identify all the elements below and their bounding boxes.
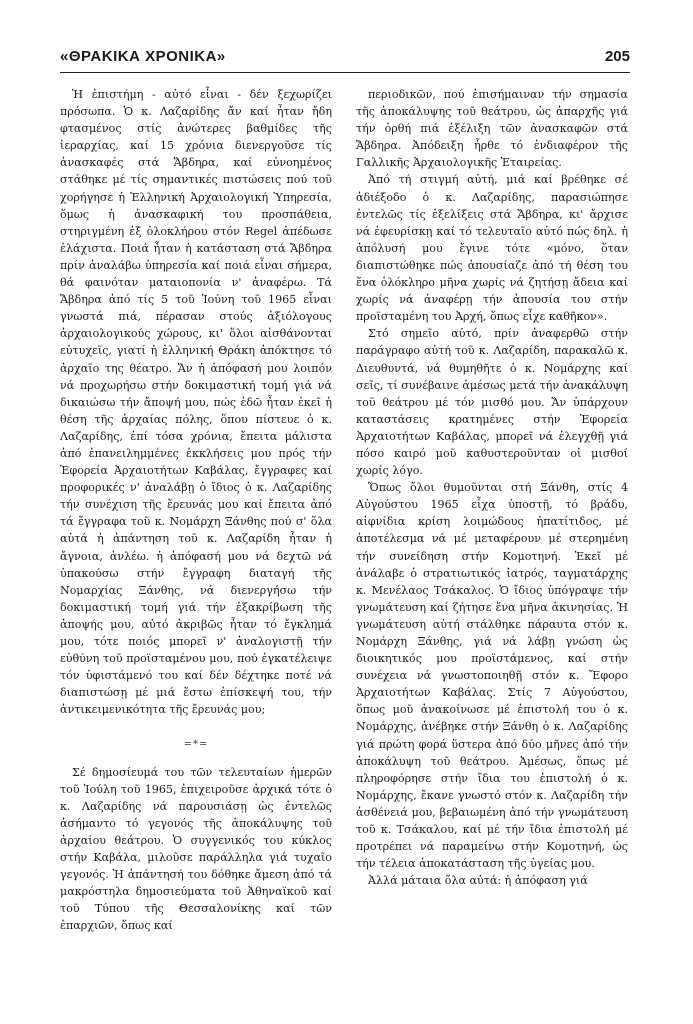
left-column <box>60 86 332 935</box>
paragraph: περιοδικῶν, πού ἐπισήμαιναν τήν σημασία τῆς ἀποκάλυψης τοῦ θεάτρου, ὡς ἀπαρχῆς γιά τήν ὀρθή πιά ἐξέλιξη τῶν ἀνασκαφῶν στά Ἄβδηρα. Ἀπόδειξη ἦρθε τό ἐνδιαφέρον τῆς Γαλλικῆς Ἀρχαιολογικῆς Ἑταιρείας. <box>356 88 628 170</box>
paragraph: Ἀπό τή στιγμή αὐτή, μιά καί βρέθηκε σέ ἀδιέξοδο ὁ κ. Λαζαρίδης, παρασιώπησε ἐντελῶς τίς ἐξελίξεις στά Ἄβδηρα, κι' ἄρχισε νά ἐφευρίσκῃ καί τό τελευταῖο αὐτό πώς δηλ. ἡ ἀπόλυσή μου ἔγινε τότε «μόνο, ὅταν διαπιστώθηκε πώς ἀπουσίαζε ἀπό τή θέση του ἕνα ὁλόκληρο μῆνα χωρίς νά ζητήσῃ ἄδεια καί χωρίς νά ἀναφέρῃ τήν ἀπουσία του στήν προϊσταμένη του Ἀρχή, ὅπως εἶχε καθῆκον». <box>356 173 628 324</box>
paragraph: Στό σημεῖο αὐτό, πρίν ἀναφερθῶ στήν παράγραφο αὐτή τοῦ κ. Λαζαρίδη, παρακαλῶ κ. Διευθυντά, νά θυμηθῆτε ὁ κ. Νομάρχης καί σεῖς, τί συνέβαινε ἀμέσως μετά τήν ἀνακάλυψη τοῦ θεάτρου μέ τόν μισθό μου. Ἄν ὑπάρχουν καταστάσεις κρατημένες στήν Ἐφορεία Ἀρχαιοτήτων Καβάλας, μπορεῖ νά ἐλεγχθῇ γιά πόσο καιρό μοῦ καθυστεροῦνταν οἱ μισθοί χωρίς λόγο. <box>356 327 628 478</box>
section-separator: =*= <box>183 739 209 751</box>
paragraph: Σέ δημοσίευμά του τῶν τελευταίων ἡμερῶν τοῦ Ἰούλη τοῦ 1965, ἐπιχειροῦσε ἀρχικά τότε ὁ κ. Λαζαρίδης νά παρουσιάσῃ ὡς ἐντελῶς ἀσήμαντο τό γεγονός τῆς ἀποκάλυψης τοῦ ἀρχαίου θεάτρου. Ὁ συγγενικός του κύκλος στήν Καβάλα, μιλοῦσε παράλληλα γιά τυχαῖο γεγονός. Ἡ ἀπάντησή του δόθηκε ἄμεση ἀπό τά μακρόστηλα δημοσιεύματα τοῦ Ἀθηναϊκοῦ καί τοῦ Τύπου τῆς Θεσσαλονίκης καί τῶν ἐπαρχιῶν, ὅπως καί <box>60 765 332 933</box>
paragraph: Ἀλλά μάταια ὅλα αὐτά: ἡ ἀπόφαση γιά <box>368 874 588 888</box>
paragraph: Ὅπως ὅλοι θυμοῦνται στή Ξάνθη, στίς 4 Αὐγούστου 1965 εἶχα ὑποστῇ, τό βράδυ, αἰφνίδια κρίση λοιμώδους ἡπατίτιδος, μέ ἀποτέλεσμα νά μέ μεταφέρουν μέ στερημένη τήν συνείδηση στήν Κομοτηνή. Ἐκεῖ μέ ἀνάλαβε ὁ στρατιωτικός ἰατρός, ταγματάρχης κ. Μενέλαος Τσάκαλος. Ὁ ἴδιος ὑπόγραψε τήν γνωμάτευση καί ζήτησε ἕνα μῆνα ἀκινησίας. Ἡ γνωμάτευση αὐτή στάλθηκε πάραυτα στόν κ. Νομάρχη Ξάνθης, γιά νά λάβῃ γνώση ὡς διοικητικός μου προϊστάμενος, καί στήν συνέχεια νά γνωστοποιηθῇ στόν κ. Ἔφορο Ἀρχαιοτήτων Καβάλας. Στίς 7 Αὐγούστου, ὅπως μοῦ ἀνακοίνωσε μέ ἐπιστολή του ὁ κ. Νομάρχης, ἀνέβηκε στήν Ξάνθη ὁ κ. Λαζαρίδης γιά πρώτη φορά ὕστερα ἀπό δύο μῆνες ἀπό τήν ἀποκάλυψη τοῦ θεάτρου. Ἀμέσως, ὅπως μέ πληροφόρησε στήν ἴδια του ἐπιστολή ὁ κ. Νομάρχης, ἔκανε γνωστό στόν κ. Λαζαρίδη τήν ἀσθένειά μου, βεβαιωμένη ἀπό τήν γνωμάτευση τοῦ κ. Τσάκαλου, καί μέ τήν ἴδια ἐπιστολή μέ προτρέπει νά παραμείνω στήν Κομοτηνή, ὡς τήν τέλεια ἀποκατάσταση τῆς ὑγείας μου. <box>356 481 628 871</box>
header-rule <box>60 72 630 73</box>
right-column <box>356 86 628 889</box>
page-number: 205 <box>604 48 630 65</box>
running-title: «ΘΡΑΚΙΚΑ ΧΡΟΝΙΚΑ» <box>60 48 226 65</box>
page-header <box>60 48 630 70</box>
paragraph: Ἡ ἐπιστήμη - αὐτό εἶναι - δέν ξεχωρίζει πρόσωπα. Ὁ κ. Λαζαρίδης ἄν καί ἦταν ἤδη φτασμένος στίς ἀνώτερες βαθμίδες τῆς ἱεραρχίας, καί 15 χρόνια διενεργοῦσε τίς ἀνασκαφές στά Ἄβδηρα, καί εὐνοημένος στάθηκε μέ τίς σημαντικές πιστώσεις πού τοῦ χορήγησε ἡ Ἑλληνική Ἀρχαιολογική Ὑπηρεσία, ὅμως ἡ ἀνασκαφική του προσπάθεια, στηριγμένη ἐξ ὁλοκλήρου στόν Regel ἀπέδωσε ἐλάχιστα. Ποιά ἦταν ἡ κατάσταση στά Ἄβδηρα πρίν ἀναλάβω ὑπηρεσία καί ποιά εἶναι σήμερα, θά φαινόταν ματαιοπονία ν' ἀναφέρω. Τά Ἄβδηρα ἀπό τίς 5 τοῦ Ἰούνη τοῦ 1965 εἶναι γνωστά πιά, πέρασαν στούς ἀξιόλογους ἀρχαιολογικούς χώρους, κι' ὅλοι αἰσθάνονται εὐτυχεῖς, γιατί ἡ ἑλληνική Θράκη ἀπόκτησε τό ἀρχαῖο της θέατρο. Ἄν ἡ ἀπόφασή μου λοιπόν νά προχωρήσω στήν δοκιμαστική τομή γιά νά δικαιώσω τήν ἄποψή μου, πώς ἐδῶ ἦταν ἐκεῖ ἡ θέση τῆς ἀρχαίας πόλης, ὅπου πίστευε ὁ κ. Λαζαρίδης, ἐπί τόσα χρόνια, ἔπειτα μάλιστα ἀπό ἐπανειλημμένες ἐκκλήσεις μου πρός τήν Ἐφορεία Ἀρχαιοτήτων Καβάλας, ἔγγραφες καί προφορικές ν' ἀναλάβῃ ὁ ἴδιος ὁ κ. Λαζαρίδης τήν συνέχιση τῆς ἔρευνάς μου καί ἔπειτα ἀπό τά ἔγγραφα τοῦ κ. Νομάρχη Ξάνθης πού σ' ὅλα αὐτά ἡ ἀπάντηση τοῦ κ. Λαζαρίδη ἦταν ἡ ἄγνοια, ἀνλέω. ἡ ἀπόφασή μου νά δεχτῶ νά ὑπακούσω στήν ἔγγραφη διαταγή τῆς Νομαρχίας Ξάνθης, νά διενεργήσω τήν δοκιμαστική τομή γιά τήν ἐξακρίβωση τῆς ἀποψής μου, αὐτό ἀκριβῶς ἦταν τό ἔγκλημά μου, τότε ποιός μπορεῖ ν' ἀναλογιστῇ τήν εὐθύνη τοῦ προϊσταμένου μου, πού ἐγκατέλειψε τόν ὑφιστάμενό του καί δέν δέχτηκε ποτέ νά διαπιστώσῃ μέ μιά ἔστω ἐπίσκεψή του, τήν ἀντικειμενικότητα τῆς ἔρευνάς μου; <box>60 88 332 717</box>
